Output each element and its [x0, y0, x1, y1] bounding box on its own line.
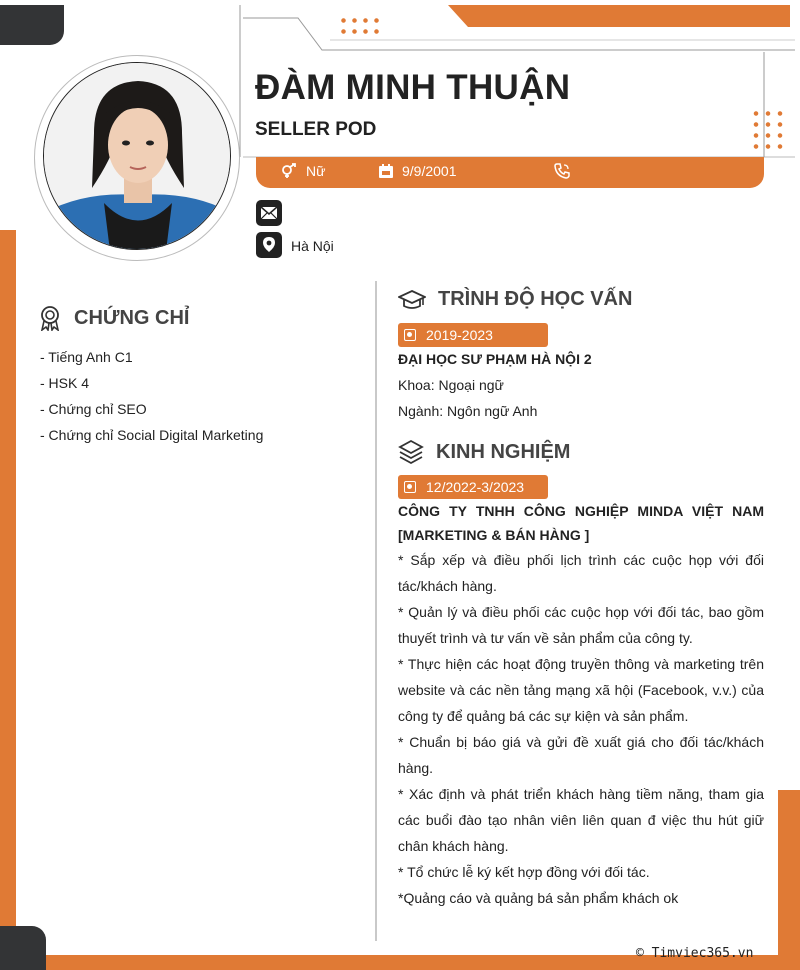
- location-icon: [256, 232, 282, 258]
- layers-icon: [398, 439, 424, 465]
- address-value: Hà Nội: [291, 238, 334, 254]
- job-title: SELLER POD: [255, 119, 377, 140]
- list-item: * Tổ chức lễ ký kết hợp đồng với đối tác.: [398, 864, 650, 880]
- gender-value: Nữ: [306, 163, 326, 179]
- experience-details: [398, 499, 764, 911]
- school-name: ĐẠI HỌC SƯ PHẠM HÀ NỘI 2: [398, 351, 592, 367]
- birthdate-field: [378, 163, 457, 179]
- graduation-cap-icon: [398, 289, 426, 311]
- certificates-heading: [38, 305, 189, 331]
- education-period-badge: [398, 323, 548, 347]
- list-item: * Chuẩn bị báo giá và gửi đề xuất giá cho đối tác/khách hàng.: [398, 734, 764, 776]
- gender-icon: [280, 163, 298, 179]
- avatar: [43, 62, 231, 250]
- list-item: - HSK 4: [40, 375, 90, 391]
- list-item: - Tiếng Anh C1: [40, 349, 133, 365]
- faculty: Khoa: Ngoại ngữ: [398, 377, 504, 393]
- right-accent-strip: [778, 790, 800, 970]
- left-accent-strip: [0, 230, 16, 930]
- experience-title: KINH NGHIỆM: [436, 440, 571, 463]
- major: Ngành: Ngôn ngữ Anh: [398, 403, 538, 419]
- phone-icon: [554, 163, 570, 179]
- education-heading: [398, 288, 632, 311]
- certificate-list: [40, 344, 263, 448]
- certificates-title: CHỨNG CHỈ: [74, 306, 190, 329]
- list-item: - Chứng chỉ Social Digital Marketing: [40, 427, 264, 443]
- list-item: * Thực hiện các hoạt động truyền thông và marketing trên website và các nền tảng mạng xã hội (Facebook, v.v.) của công ty để quảng bá các sự kiện và sản phẩm.: [398, 656, 764, 724]
- company-name: CÔNG TY TNHH CÔNG NGHIỆP MINDA VIỆT NAM [MARKETING & BÁN HÀNG ]: [398, 503, 764, 543]
- education-period: 2019-2023: [426, 327, 493, 343]
- list-item: * Quản lý và điều phối các cuộc họp với đối tác, bao gồm thuyết trình và tư vấn về sản phẩm của công ty.: [398, 604, 764, 646]
- experience-period: 12/2022-3/2023: [426, 479, 525, 495]
- personal-info-bar: [256, 157, 764, 188]
- column-divider: [375, 281, 377, 941]
- award-icon: [38, 305, 62, 331]
- birthdate-value: 9/9/2001: [402, 163, 457, 179]
- experience-heading: [398, 439, 570, 465]
- candidate-name: ĐÀM MINH THUẬN: [255, 68, 571, 107]
- experience-period-badge: [398, 475, 548, 499]
- watermark-footer: © Timviec365.vn: [636, 946, 754, 961]
- list-item: * Xác định và phát triển khách hàng tiềm năng, tham gia các buổi đào tạo nhân viên liên quan đ việc thu hút giữ chân khách hàng.: [398, 786, 764, 854]
- duty-list: [398, 547, 764, 911]
- corner-decoration: [0, 926, 46, 970]
- calendar-icon: [404, 481, 416, 493]
- education-title: TRÌNH ĐỘ HỌC VẤN: [438, 288, 633, 310]
- gender-field: [280, 163, 325, 179]
- list-item: *Quảng cáo và quảng bá sản phẩm khách ok: [398, 890, 679, 906]
- list-item: - Chứng chỉ SEO: [40, 401, 147, 417]
- email-icon: [256, 200, 282, 226]
- calendar-icon: [378, 163, 394, 179]
- calendar-icon: [404, 329, 416, 341]
- phone-field: [554, 163, 578, 179]
- list-item: * Sắp xếp và điều phối lịch trình các cuộc họp với đối tác/khách hàng.: [398, 552, 764, 594]
